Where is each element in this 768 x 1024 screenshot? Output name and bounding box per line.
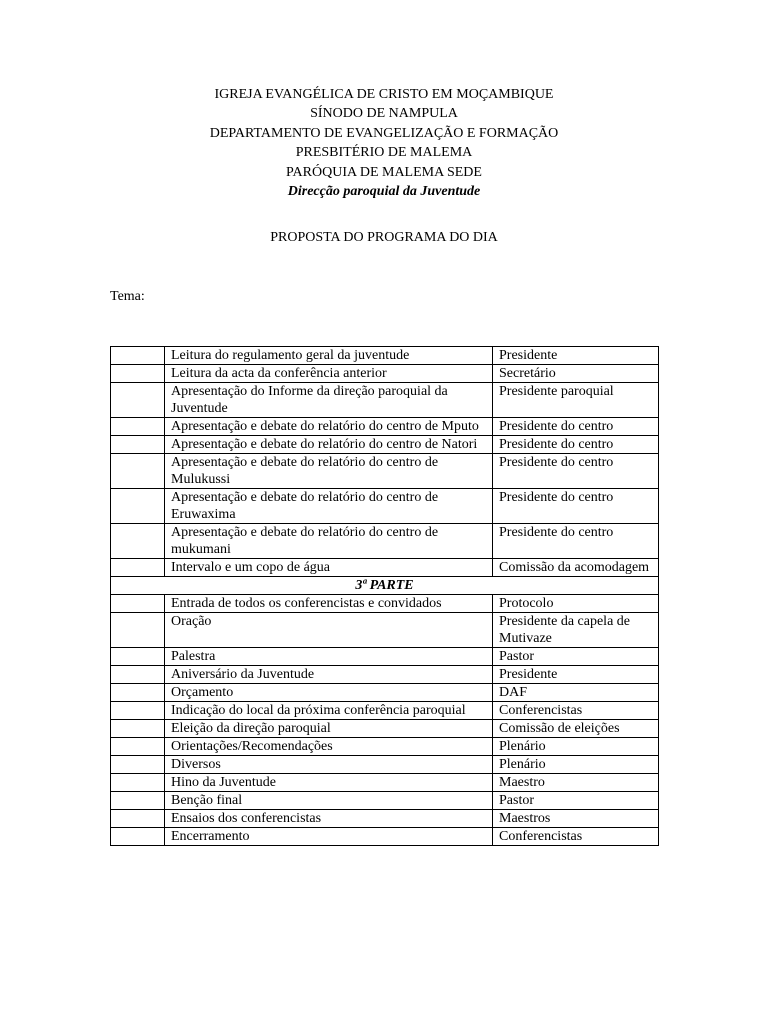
row-number-cell (111, 684, 165, 702)
responsible-cell: Presidente do centro (493, 436, 659, 454)
agenda-item-cell: Ensaios dos conferencistas (165, 810, 493, 828)
table-row (111, 383, 659, 418)
table-row (111, 810, 659, 828)
responsible-cell: Maestro (493, 774, 659, 792)
row-number-cell (111, 792, 165, 810)
agenda-item-cell: Oração (165, 613, 493, 648)
row-number-cell (111, 347, 165, 365)
row-number-cell (111, 383, 165, 418)
row-number-cell (111, 418, 165, 436)
responsible-cell: Pastor (493, 792, 659, 810)
row-number-cell (111, 756, 165, 774)
responsible-cell: Comissão da acomodagem (493, 559, 659, 577)
row-number-cell (111, 738, 165, 756)
program-table (110, 346, 659, 846)
table-row (111, 792, 659, 810)
agenda-item-cell: Apresentação e debate do relatório do centro de Eruwaxima (165, 489, 493, 524)
row-number-cell (111, 595, 165, 613)
responsible-cell: Plenário (493, 738, 659, 756)
row-number-cell (111, 666, 165, 684)
department-name: DEPARTAMENTO DE EVANGELIZAÇÃO E FORMAÇÃO (209, 125, 559, 141)
responsible-cell: Presidente (493, 347, 659, 365)
agenda-item-cell: Leitura do regulamento geral da juventude (165, 347, 493, 365)
responsible-cell: Plenário (493, 756, 659, 774)
table-row (111, 559, 659, 577)
table-row (111, 489, 659, 524)
table-row (111, 524, 659, 559)
agenda-item-cell: Apresentação e debate do relatório do centro de Mulukussi (165, 454, 493, 489)
table-row (111, 454, 659, 489)
agenda-item-cell: Orientações/Recomendações (165, 738, 493, 756)
document-header (0, 85, 768, 201)
responsible-cell: DAF (493, 684, 659, 702)
table-row (111, 702, 659, 720)
tema-label: Tema: (110, 289, 145, 304)
program-table-body (111, 347, 659, 846)
agenda-item-cell: Apresentação e debate do relatório do centro de mukumani (165, 524, 493, 559)
table-row (111, 738, 659, 756)
row-number-cell (111, 720, 165, 738)
row-number-cell (111, 774, 165, 792)
agenda-item-cell: Orçamento (165, 684, 493, 702)
table-row (111, 436, 659, 454)
responsible-cell: Presidente do centro (493, 418, 659, 436)
table-row (111, 720, 659, 738)
responsible-cell: Conferencistas (493, 828, 659, 846)
responsible-cell: Conferencistas (493, 702, 659, 720)
agenda-item-cell: Hino da Juventude (165, 774, 493, 792)
section-row (111, 577, 659, 595)
table-row (111, 756, 659, 774)
row-number-cell (111, 702, 165, 720)
church-name: IGREJA EVANGÉLICA DE CRISTO EM MOÇAMBIQUE (214, 87, 554, 102)
presbytery-name: PRESBITÉRIO DE MALEMA (295, 145, 473, 161)
responsible-cell: Pastor (493, 648, 659, 666)
table-row (111, 648, 659, 666)
row-number-cell (111, 436, 165, 454)
page-title: PROPOSTA DO PROGRAMA DO DIA (270, 230, 498, 245)
agenda-item-cell: Intervalo e um copo de água (165, 559, 493, 577)
row-number-cell (111, 489, 165, 524)
agenda-item-cell: Palestra (165, 648, 493, 666)
agenda-item-cell: Indicação do local da próxima conferência paroquial (165, 702, 493, 720)
table-row (111, 418, 659, 436)
agenda-item-cell: Encerramento (165, 828, 493, 846)
responsible-cell: Presidente da capela de Mutivaze (493, 613, 659, 648)
table-row (111, 666, 659, 684)
agenda-item-cell: Diversos (165, 756, 493, 774)
agenda-item-cell: Apresentação e debate do relatório do centro de Natori (165, 436, 493, 454)
synod-name: SÍNODO DE NAMPULA (310, 106, 458, 122)
row-number-cell (111, 648, 165, 666)
header-subtitle: Direcção paroquial da Juventude (287, 184, 481, 200)
row-number-cell (111, 524, 165, 559)
agenda-item-cell: Aniversário da Juventude (165, 666, 493, 684)
row-number-cell (111, 454, 165, 489)
table-row (111, 774, 659, 792)
agenda-item-cell: Apresentação e debate do relatório do centro de Mputo (165, 418, 493, 436)
row-number-cell (111, 365, 165, 383)
agenda-item-cell: Entrada de todos os conferencistas e convidados (165, 595, 493, 613)
section-heading: 3ª PARTE (111, 577, 659, 595)
row-number-cell (111, 559, 165, 577)
table-row (111, 347, 659, 365)
table-row (111, 684, 659, 702)
responsible-cell: Presidente (493, 666, 659, 684)
responsible-cell: Protocolo (493, 595, 659, 613)
responsible-cell: Comissão de eleições (493, 720, 659, 738)
table-row (111, 828, 659, 846)
parish-name: PARÓQUIA DE MALEMA SEDE (286, 164, 482, 180)
responsible-cell: Presidente do centro (493, 524, 659, 559)
table-row (111, 365, 659, 383)
row-number-cell (111, 828, 165, 846)
table-row (111, 613, 659, 648)
agenda-item-cell: Apresentação do Informe da direção paroquial da Juventude (165, 383, 493, 418)
agenda-item-cell: Benção final (165, 792, 493, 810)
agenda-item-cell: Leitura da acta da conferência anterior (165, 365, 493, 383)
responsible-cell: Presidente do centro (493, 489, 659, 524)
responsible-cell: Presidente do centro (493, 454, 659, 489)
agenda-item-cell: Eleição da direção paroquial (165, 720, 493, 738)
responsible-cell: Presidente paroquial (493, 383, 659, 418)
responsible-cell: Secretário (493, 365, 659, 383)
row-number-cell (111, 613, 165, 648)
table-row (111, 595, 659, 613)
responsible-cell: Maestros (493, 810, 659, 828)
row-number-cell (111, 810, 165, 828)
